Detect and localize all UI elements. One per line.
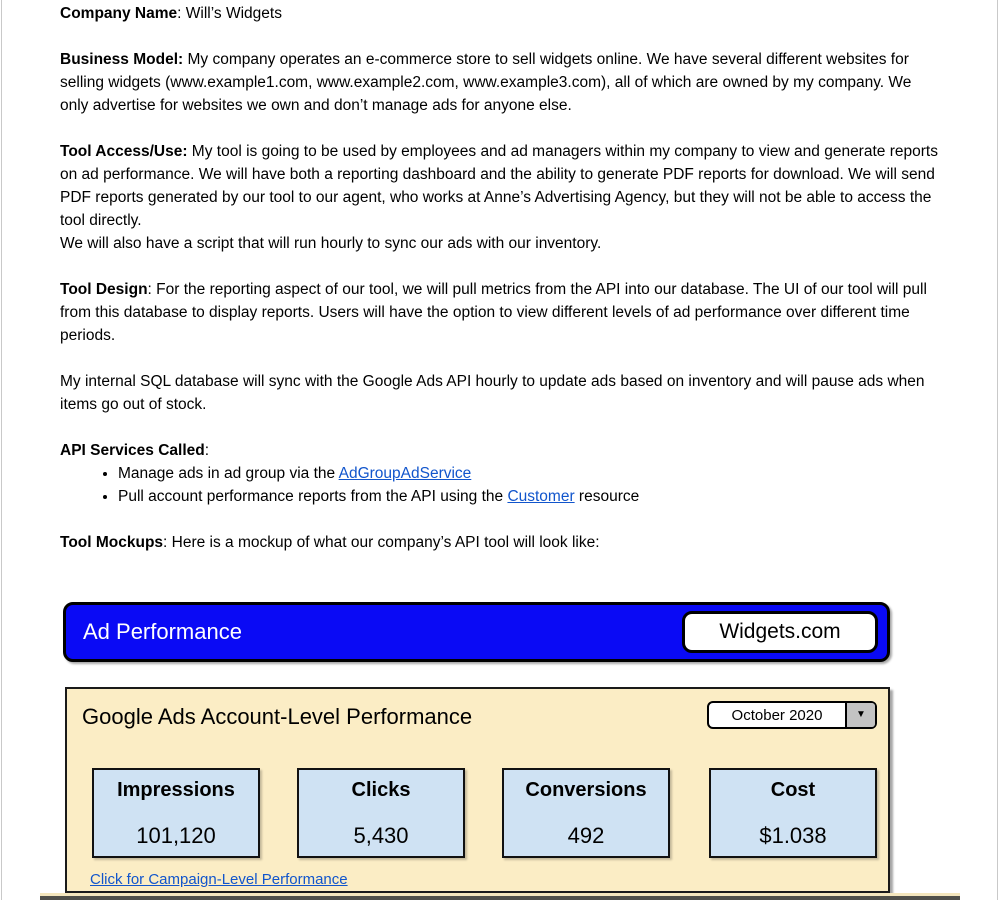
text-run: My internal SQL database will sync with the Google Ads API hourly to update ads based on inventory and will pause ads when items go out of stock.: [60, 373, 925, 413]
company-name-label: Company Name: [60, 5, 178, 22]
text-run: My tool is going to be used by employees and ad managers within my company to view and generate reports on ad performance. We will have both a reporting dashboard and the ability to generate PDF reports for download. We will send PDF reports generated by our tool to our agent, who works at Anne’s Advertising Agency, but they will not be able to access the tool directly.: [60, 143, 938, 229]
metric-value: 5,430: [353, 823, 409, 848]
text-run: :: [204, 442, 210, 459]
metric-value: 101,120: [136, 823, 216, 848]
business-model-paragraph: [60, 48, 940, 117]
api-services-heading: [60, 439, 940, 462]
text-run: My company operates an e-commerce store to sell widgets online. We have several different websites for selling widgets (www.example1.com, www.example2.com, www.example3.com), all of which are owned by my company. We only advertise for websites we own and don’t manage ads for anyone else.: [60, 51, 912, 114]
mockup-app-title: Ad Performance: [83, 619, 242, 644]
sql-sync-paragraph: [60, 370, 940, 416]
metric-value: 492: [567, 823, 605, 848]
metric-label: Conversions: [525, 779, 647, 801]
tool-access-paragraph: [60, 140, 940, 255]
month-selector-value: October 2020: [731, 706, 823, 724]
page-edge-left: [1, 0, 2, 900]
tool-mockups-label: Tool Mockups: [60, 534, 164, 551]
tool-design-paragraph: [60, 278, 940, 347]
metric-label: Impressions: [117, 779, 235, 801]
text-run: Pull account performance reports from the API using the: [118, 488, 508, 505]
text-run: Manage ads in ad group via the: [118, 465, 339, 482]
text-run: resource: [574, 488, 640, 505]
business-model-label: Business Model:: [60, 51, 184, 68]
text-run: : Here is a mockup of what our company’s API tool will look like:: [163, 534, 600, 551]
metric-card-cost: [709, 768, 877, 858]
text-run: : For the reporting aspect of our tool, we will pull metrics from the API into our database. The UI of our tool will pull from this database to display reports. Users will have the option to view different levels of ad performance over different time periods.: [60, 281, 927, 344]
tool-access-label: Tool Access/Use:: [60, 143, 188, 160]
customer-link[interactable]: Customer: [507, 488, 575, 505]
metric-card-impressions: [92, 768, 260, 858]
page-edge-right: [997, 0, 998, 900]
list-item: [118, 485, 940, 508]
widgets-com-button[interactable]: Widgets.com: [682, 611, 878, 653]
api-services-list: [60, 462, 940, 508]
text-run: We will also have a script that will run hourly to sync our ads with our inventory.: [60, 235, 602, 252]
document-body: [60, 0, 940, 577]
month-selector-dropdown[interactable]: [707, 701, 877, 729]
page-bottom-cutoff-strip: [40, 893, 960, 900]
mockup-header-bar: [63, 602, 890, 662]
api-services-label: API Services Called: [60, 442, 205, 459]
chevron-down-icon: ▼: [856, 709, 866, 720]
dropdown-arrow-button[interactable]: [845, 703, 875, 727]
list-item: [118, 462, 940, 485]
metric-card-clicks: [297, 768, 465, 858]
metric-label: Clicks: [351, 779, 411, 801]
adgroupadservice-link[interactable]: AdGroupAdService: [338, 465, 472, 482]
campaign-level-link[interactable]: Click for Campaign-Level Performance: [90, 871, 348, 888]
metric-label: Cost: [770, 779, 816, 801]
panel-title: Google Ads Account-Level Performance: [82, 704, 473, 729]
tool-mockups-line: [60, 531, 940, 554]
company-name-line: [60, 2, 940, 25]
metric-value: $1.038: [759, 823, 827, 848]
metric-card-conversions: [502, 768, 670, 858]
tool-design-label: Tool Design: [60, 281, 148, 298]
account-performance-panel: [65, 687, 890, 893]
text-run: : Will’s Widgets: [177, 5, 282, 22]
